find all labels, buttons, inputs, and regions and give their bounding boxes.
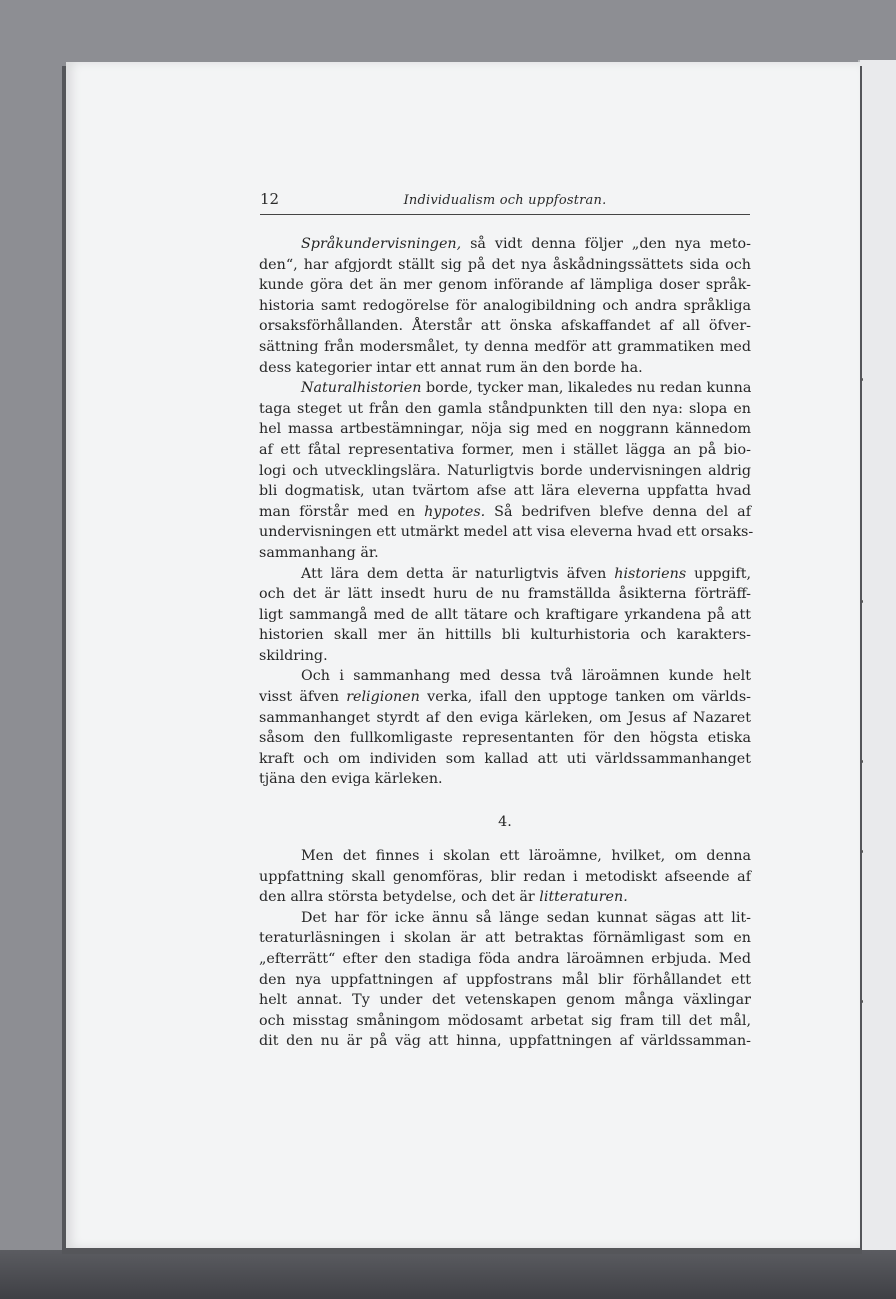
text-line: den“, har afgjordt ställt sig på det nya åskådningssättets sida och xyxy=(259,256,751,273)
text-line: taga steget ut från den gamla ståndpunkten till den nya: slopa en xyxy=(259,400,751,417)
text-line: historien skall mer än hittills bli kulturhistoria och karakters- xyxy=(259,627,751,644)
text-line: dess kategorier intar ett annat rum än den borde ha. xyxy=(259,359,643,376)
text-line: bli dogmatisk, utan tvärtom afse att lära eleverna uppfatta hvad xyxy=(259,483,751,500)
book-page xyxy=(66,62,860,1248)
text-line: tjäna den eviga kärleken. xyxy=(259,771,443,788)
text-block-1 xyxy=(259,234,754,790)
emphasized-term: hypotes. xyxy=(424,503,486,520)
emphasized-term: Naturalhistorien xyxy=(301,380,422,397)
page-number: 12 xyxy=(260,190,280,208)
emphasized-term: religionen xyxy=(346,689,420,706)
text-line: logi och utvecklingslära. Naturligtvis borde undervisningen aldrig xyxy=(259,462,751,479)
text-line: den nya uppfattningen af uppfostrans mål blir förhållandet ett xyxy=(259,971,751,988)
text-line: den allra största betydelse, och det är litteraturen. xyxy=(259,889,628,906)
text-line: kunde göra det än mer genom införande af lämpliga doser språk- xyxy=(259,277,751,294)
adjacent-page-edge xyxy=(858,60,896,1250)
text-line: orsaksförhållanden. Återstår att önska afskaffandet af all öfver- xyxy=(259,318,751,335)
emphasized-term: historiens xyxy=(614,565,687,582)
text-line: historia samt redogörelse för analogibildning och andra språkliga xyxy=(259,297,751,314)
text-line: Och i sammanhang med dessa två läroämnen kunde helt xyxy=(301,668,751,685)
text-line: dit den nu är på väg att hinna, uppfattningen af världssamman- xyxy=(259,1033,751,1050)
text-line: „efterrätt“ efter den stadiga föda andra läroämnen erbjuda. Med xyxy=(259,950,751,967)
text-line: uppfattning skall genomföras, blir redan i metodiskt afseende af xyxy=(259,868,751,885)
text-line: man förstår med en hypotes. Så bedrifven blefve denna del af xyxy=(259,503,751,520)
text-line: undervisningen ett utmärkt medel att visa eleverna hvad ett orsaks- xyxy=(259,524,754,541)
text-line: Naturalhistorien borde, tycker man, likaledes nu redan kunna xyxy=(301,380,752,397)
text-line: af ett fåtal representativa former, men i stället lägga an på bio- xyxy=(259,441,751,458)
text-line: hel massa artbestämningar, nöja sig med en noggrann kännedom xyxy=(259,421,751,438)
text-line: visst äfven religionen verka, ifall den upptoge tanken om världs- xyxy=(259,689,752,706)
text-line: Språkundervisningen, så vidt denna följer „den nya meto- xyxy=(301,236,751,252)
text-line: Det har för icke ännu så länge sedan kunnat sägas att lit- xyxy=(301,909,751,926)
section-number: 4. xyxy=(498,814,512,830)
page-header xyxy=(260,186,750,215)
text-line: teraturläsningen i skolan är att betraktas förnämligast som en xyxy=(259,930,751,947)
emphasized-term: litteraturen. xyxy=(539,889,628,906)
text-line: Att lära dem detta är naturligtvis äfven historiens uppgift, xyxy=(301,565,751,582)
text-line: helt annat. Ty under det vetenskapen genom många växlingar xyxy=(259,992,751,1009)
text-line: ligt sammangå med de allt tätare och kraftigare yrkandena på att xyxy=(259,606,751,623)
text-block-2 xyxy=(259,846,751,1052)
running-title: Individualism och uppfostran. xyxy=(403,193,607,208)
text-line: och misstag småningom mödosamt arbetat sig fram till det mål, xyxy=(259,1012,751,1029)
text-line: kraft och om individen som kallad att uti världssammanhanget xyxy=(259,750,751,767)
emphasized-term: Språkundervisningen, xyxy=(301,236,462,252)
text-line: och det är lätt insedt huru de nu framställda åsikterna förträff- xyxy=(259,586,751,603)
text-line: sättning från modersmålet, ty denna medför att grammatiken med xyxy=(259,338,751,355)
text-line: skildring. xyxy=(259,647,328,664)
text-line: såsom den fullkomligaste representanten för den högsta etiska xyxy=(259,730,751,747)
text-line: sammanhanget styrdt af den eviga kärleken, om Jesus af Nazaret xyxy=(259,709,751,726)
scan-background-bottom xyxy=(0,1250,896,1299)
text-line: Men det finnes i skolan ett läroämne, hvilket, om denna xyxy=(301,848,751,864)
text-line: sammanhang är. xyxy=(259,544,379,561)
